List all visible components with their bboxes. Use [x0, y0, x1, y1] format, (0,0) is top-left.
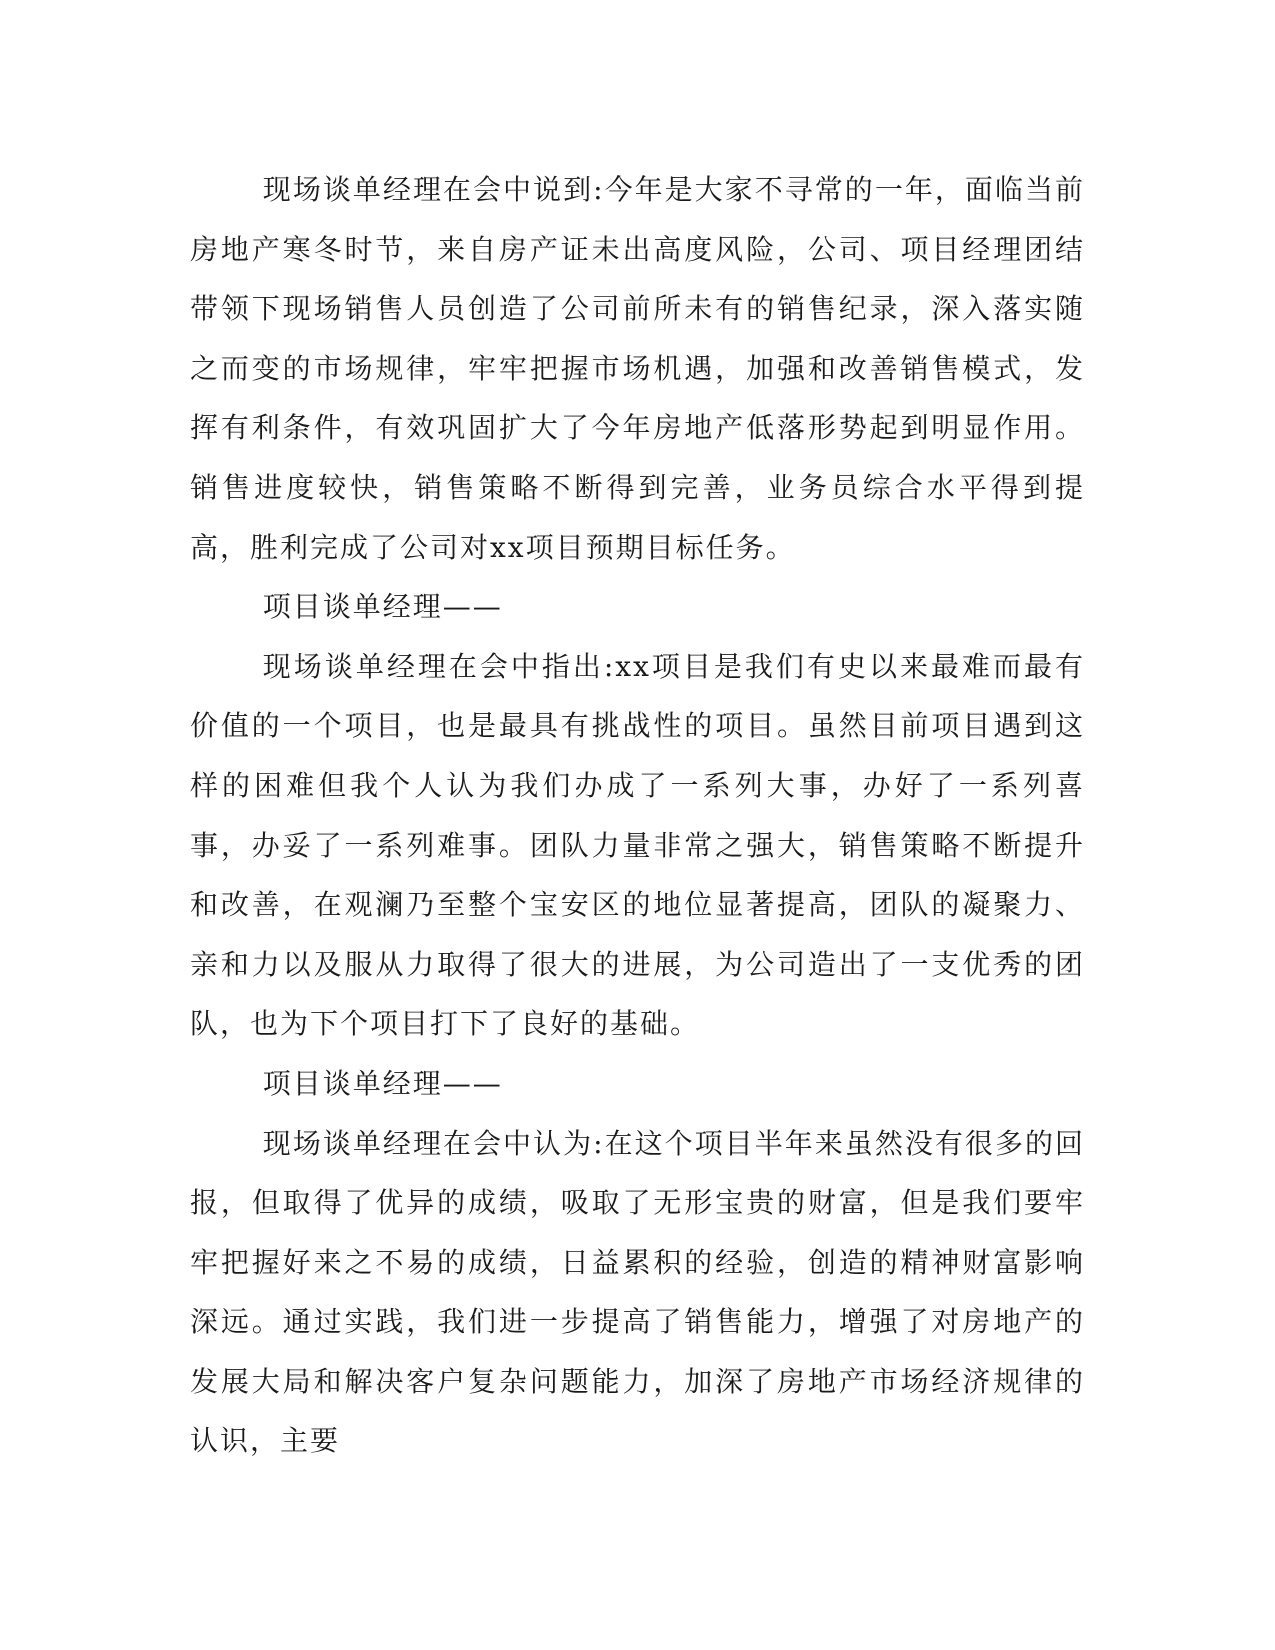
paragraph-sales-summary: 现场谈单经理在会中说到:今年是大家不寻常的一年，面临当前房地产寒冬时节，来自房产证未出高度风险，公司、项目经理团结带领下现场销售人员创造了公司前所未有的销售纪录，深入落实随之而变的市场规律，牢牢把握市场机遇，加强和改善销售模式，发挥有利条件，有效巩固扩大了今年房地产低落形势起到明显作用。销售进度较快，销售策略不断得到完善，业务员综合水平得到提高，胜利完成了公司对xx项目预期目标任务。: [190, 173, 1085, 564]
paragraph-achievements: 现场谈单经理在会中认为:在这个项目半年来虽然没有很多的回报，但取得了优异的成绩，吸取了无形宝贵的财富，但是我们要牢牢把握好来之不易的成绩，日益累积的经验，创造的精神财富影响深远。通过实践，我们进一步提高了销售能力，增强了对房地产的发展大局和解决客户复杂问题能力，加深了房地产市场经济规律的认识，主要: [190, 1126, 1085, 1458]
paragraph-project-value: 现场谈单经理在会中指出:xx项目是我们有史以来最难而最有价值的一个项目，也是最具有挑战性的项目。虽然目前项目遇到这样的困难但我个人认为我们办成了一系列大事，办好了一系列喜事，办妥了一系列难事。团队力量非常之强大，销售策略不断提升和改善，在观澜乃至整个宝安区的地位显著提高，团队的凝聚力、亲和力以及服从力取得了很大的进展，为公司造出了一支优秀的团队，也为下个项目打下了良好的基础。: [190, 649, 1085, 1041]
section-heading-project-manager: 项目谈单经理——: [262, 590, 503, 624]
document-body: [190, 160, 1085, 1471]
section-heading-project-manager: 项目谈单经理——: [262, 1066, 503, 1100]
